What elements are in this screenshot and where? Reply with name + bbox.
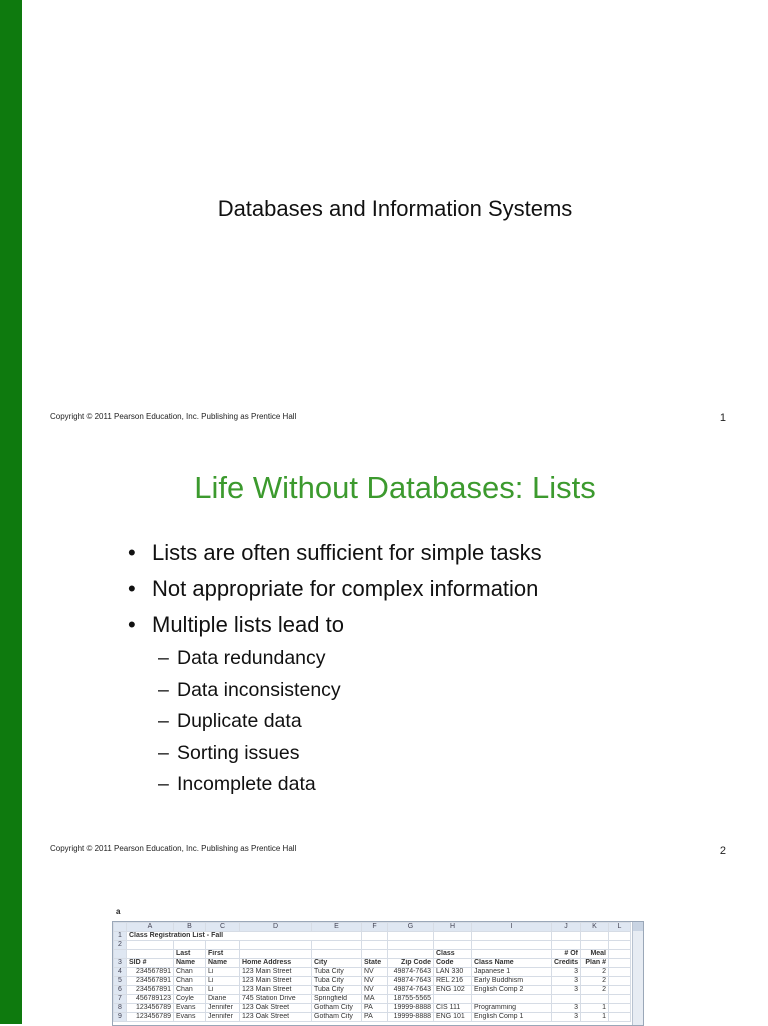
header-cell: Meal <box>581 950 609 959</box>
cell: Li <box>206 968 240 977</box>
corner-cell <box>114 923 127 932</box>
cell: Diane <box>206 995 240 1004</box>
slide-accent-bar <box>0 0 22 1024</box>
header-cell <box>472 950 552 959</box>
cell: 3 <box>552 1004 581 1013</box>
cell: Evans <box>174 1013 206 1022</box>
table-row <box>114 968 631 977</box>
sub-bullet-list <box>158 644 341 802</box>
cell: English Comp 2 <box>472 986 552 995</box>
sub-bullet-text: Sorting issues <box>177 741 300 764</box>
row-number: 9 <box>114 1013 127 1022</box>
slide-2-title: Life Without Databases: Lists <box>194 470 596 505</box>
row-number: 6 <box>114 986 127 995</box>
cell: 49874-7643 <box>388 986 434 995</box>
header-cell: # Of <box>552 950 581 959</box>
cell: 123 Oak Street <box>240 1013 312 1022</box>
cell: 123456789 <box>127 1004 174 1013</box>
header-cell: Credits <box>552 959 581 968</box>
dash-icon: – <box>158 773 169 795</box>
dash-icon: – <box>158 647 169 669</box>
cell: NV <box>362 968 388 977</box>
column-header: K <box>581 923 609 932</box>
header-cell: Class <box>434 950 472 959</box>
cell: 49874-7643 <box>388 968 434 977</box>
bullet-text: Not appropriate for complex information <box>152 576 539 601</box>
sheet-title: Class Registration List - Fall <box>127 932 362 941</box>
cell: Gotham City <box>312 1004 362 1013</box>
dash-icon: – <box>158 710 169 732</box>
column-header-row <box>114 923 631 932</box>
cell: MA <box>362 995 388 1004</box>
cell: Evans <box>174 1004 206 1013</box>
cell: Gotham City <box>312 1013 362 1022</box>
spreadsheet-table <box>113 922 631 1022</box>
cell <box>581 995 609 1004</box>
header-cell: Name <box>206 959 240 968</box>
slide-1-page-number: 1 <box>719 412 726 424</box>
cell: 3 <box>552 986 581 995</box>
table-row <box>114 977 631 986</box>
row-number: 1 <box>114 932 127 941</box>
column-header: J <box>552 923 581 932</box>
header-row <box>114 959 631 968</box>
cell: 745 Station Drive <box>240 995 312 1004</box>
table-row <box>114 986 631 995</box>
row-number: 2 <box>114 941 127 950</box>
cell: Coyle <box>174 995 206 1004</box>
cell: Li <box>206 986 240 995</box>
cell: Li <box>206 977 240 986</box>
cell: ENG 101 <box>434 1013 472 1022</box>
column-header: D <box>240 923 312 932</box>
header-cell: Zip Code <box>388 959 434 968</box>
cell: 123 Oak Street <box>240 1004 312 1013</box>
cell: 234567891 <box>127 977 174 986</box>
sub-bullet-item <box>158 770 341 802</box>
cell: 3 <box>552 1013 581 1022</box>
slide-1-title: Databases and Information Systems <box>217 196 573 221</box>
row-number: 4 <box>114 968 127 977</box>
bullet-icon: • <box>128 612 136 637</box>
header-cell <box>240 950 312 959</box>
cell: PA <box>362 1004 388 1013</box>
sub-bullet-text: Duplicate data <box>177 710 302 732</box>
column-header: C <box>206 923 240 932</box>
header-cell <box>127 950 174 959</box>
cell: 19999-8888 <box>388 1013 434 1022</box>
cell: 1 <box>581 1004 609 1013</box>
header-row-top <box>114 950 631 959</box>
bullet-text: Lists are often sufficient for simple tasks <box>152 540 542 565</box>
sub-bullet-item <box>158 707 341 739</box>
header-cell: First <box>206 950 240 959</box>
scroll-up-arrow-icon[interactable] <box>633 922 643 931</box>
cell: Japanese 1 <box>472 968 552 977</box>
column-header: I <box>472 923 552 932</box>
sub-bullet-item <box>158 676 341 708</box>
sub-bullet-item <box>158 644 341 676</box>
cell: Springfield <box>312 995 362 1004</box>
slide-2-copyright: Copyright © 2011 Pearson Education, Inc. Publishing as Prentice Hall <box>50 844 297 853</box>
header-cell: Class Name <box>472 959 552 968</box>
cell <box>552 995 581 1004</box>
cell: Jennifer <box>206 1004 240 1013</box>
cell: 18755-5565 <box>388 995 434 1004</box>
header-cell: Code <box>434 959 472 968</box>
cell: Chan <box>174 986 206 995</box>
bullet-item <box>128 538 542 574</box>
header-cell: City <box>312 959 362 968</box>
cell: 2 <box>581 968 609 977</box>
header-cell: Home Address <box>240 959 312 968</box>
sub-bullet-text: Data inconsistency <box>177 678 341 701</box>
column-header: H <box>434 923 472 932</box>
vertical-scrollbar[interactable] <box>632 922 643 1025</box>
bullet-icon: • <box>128 540 136 565</box>
column-header: L <box>609 923 631 932</box>
cell: 2 <box>581 977 609 986</box>
row-number: 3 <box>114 959 127 968</box>
cell: 49874-7643 <box>388 977 434 986</box>
cell: Tuba City <box>312 986 362 995</box>
header-cell: Plan # <box>581 959 609 968</box>
cell: 1 <box>581 1013 609 1022</box>
cell: 123 Main Street <box>240 968 312 977</box>
column-header: E <box>312 923 362 932</box>
table-row <box>114 941 631 950</box>
header-cell: Last <box>174 950 206 959</box>
sub-bullet-text: Incomplete data <box>177 773 316 795</box>
slide-2-page-number: 2 <box>719 845 726 857</box>
slide-1-copyright: Copyright © 2011 Pearson Education, Inc. Publishing as Prentice Hall <box>50 412 297 421</box>
dash-icon: – <box>158 741 169 764</box>
dash-icon: – <box>158 678 169 701</box>
column-header: F <box>362 923 388 932</box>
cell: English Comp 1 <box>472 1013 552 1022</box>
cell: 3 <box>552 977 581 986</box>
table-row <box>114 995 631 1004</box>
cell: NV <box>362 977 388 986</box>
cell: 234567891 <box>127 986 174 995</box>
cell: 123 Main Street <box>240 986 312 995</box>
cell: 234567891 <box>127 968 174 977</box>
header-cell: Name <box>174 959 206 968</box>
bullet-item <box>128 610 542 646</box>
row-number: 8 <box>114 1004 127 1013</box>
cell <box>472 995 552 1004</box>
cell: REL 216 <box>434 977 472 986</box>
cell: NV <box>362 986 388 995</box>
column-header: B <box>174 923 206 932</box>
cell: ENG 102 <box>434 986 472 995</box>
cell: Jennifer <box>206 1013 240 1022</box>
figure-label: a <box>116 907 121 916</box>
row-number <box>114 950 127 959</box>
cell: LAN 330 <box>434 968 472 977</box>
cell: CIS 111 <box>434 1004 472 1013</box>
cell: 123456789 <box>127 1013 174 1022</box>
table-row <box>114 1004 631 1013</box>
cell: 123 Main Street <box>240 977 312 986</box>
cell: Chan <box>174 977 206 986</box>
cell: 19999-8888 <box>388 1004 434 1013</box>
cell: 456789123 <box>127 995 174 1004</box>
bullet-list <box>128 538 542 646</box>
cell: 3 <box>552 968 581 977</box>
cell: 2 <box>581 986 609 995</box>
header-cell <box>312 950 362 959</box>
column-header: G <box>388 923 434 932</box>
header-cell: SID # <box>127 959 174 968</box>
header-cell: State <box>362 959 388 968</box>
row-number: 5 <box>114 977 127 986</box>
header-cell <box>362 950 388 959</box>
bullet-icon: • <box>128 576 136 601</box>
bullet-text: Multiple lists lead to <box>152 612 344 637</box>
header-cell <box>388 950 434 959</box>
spreadsheet-figure <box>112 921 644 1026</box>
table-row <box>114 1013 631 1022</box>
row-number: 7 <box>114 995 127 1004</box>
cell: Early Buddhism <box>472 977 552 986</box>
cell: Tuba City <box>312 968 362 977</box>
cell: PA <box>362 1013 388 1022</box>
cell: Tuba City <box>312 977 362 986</box>
cell: Programming <box>472 1004 552 1013</box>
sub-bullet-item <box>158 739 341 771</box>
sub-bullet-text: Data redundancy <box>177 647 326 669</box>
cell: Chan <box>174 968 206 977</box>
bullet-item <box>128 574 542 610</box>
column-header: A <box>127 923 174 932</box>
table-row <box>114 932 631 941</box>
cell <box>434 995 472 1004</box>
